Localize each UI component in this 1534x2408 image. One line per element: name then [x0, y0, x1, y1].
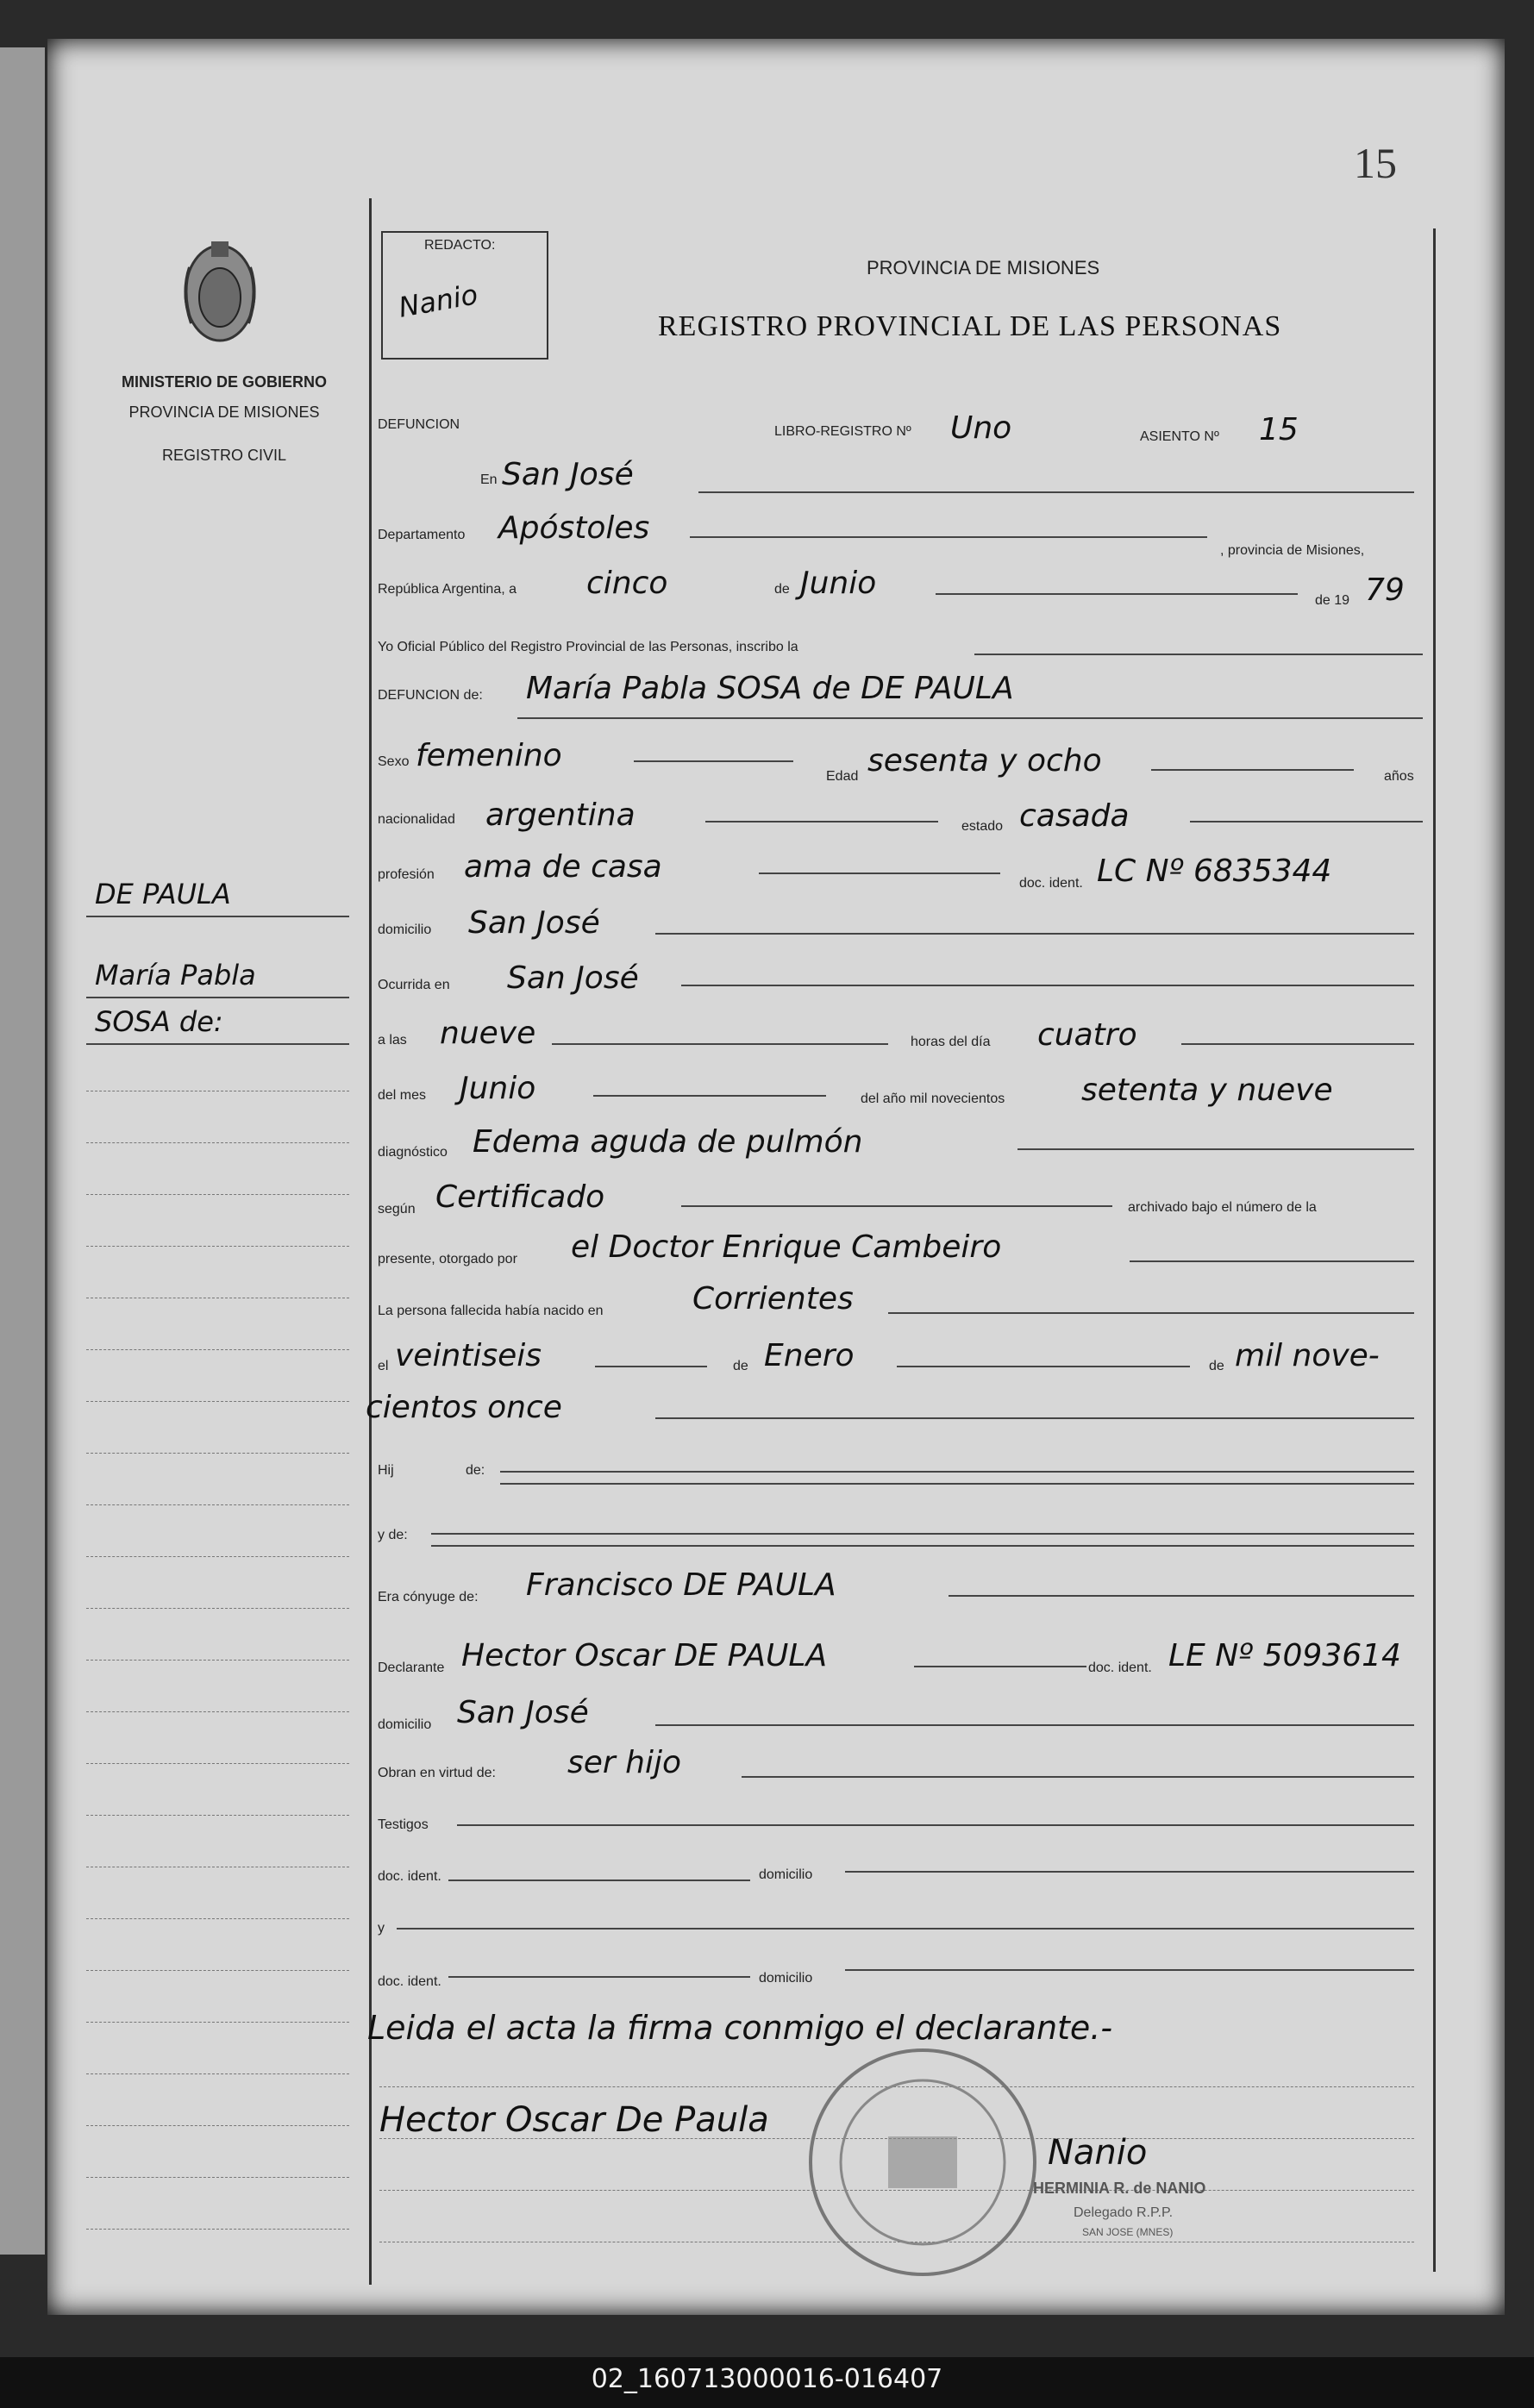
- ocurrida-label: Ocurrida en: [378, 978, 450, 992]
- left-margin-line: [369, 198, 372, 2285]
- en-label: En: [480, 472, 498, 487]
- sexo-label: Sexo: [378, 754, 410, 769]
- nacionalidad-value: argentina: [485, 797, 636, 833]
- horas-label: horas del día: [911, 1035, 991, 1049]
- nac-dia-value: veintiseis: [395, 1338, 542, 1373]
- fill-line: [705, 821, 938, 822]
- anio-value: 79: [1365, 572, 1405, 608]
- right-margin-line: [1433, 228, 1436, 2272]
- provincia-suffix: , provincia de Misiones,: [1220, 543, 1365, 558]
- official-signature: Nanio: [1048, 2133, 1148, 2173]
- fill-line: [681, 1205, 1112, 1207]
- official-seal: [802, 2042, 1043, 2283]
- t-doc-label: doc. ident.: [378, 1869, 441, 1884]
- ministry-label: MINISTERIO DE GOBIERNO: [121, 373, 328, 391]
- hij-de-label: de:: [466, 1463, 485, 1478]
- el-label: el: [378, 1359, 389, 1373]
- fill-line: [845, 1871, 1414, 1873]
- de19-label: de 19: [1315, 593, 1350, 608]
- margin-note-name: María Pabla: [95, 959, 256, 991]
- nac-anio-value: mil nove-: [1235, 1338, 1380, 1373]
- anio2-value: setenta y nueve: [1081, 1073, 1333, 1108]
- profesion-value: ama de casa: [464, 849, 662, 885]
- mes2-value: Junio: [460, 1071, 536, 1106]
- y-label: y: [378, 1921, 385, 1936]
- fill-line: [500, 1471, 1414, 1473]
- delmes-label: del mes: [378, 1088, 427, 1103]
- margin-note-sosa: SOSA de:: [95, 1005, 223, 1038]
- fill-line: [914, 1666, 1086, 1667]
- margin-rule: [86, 1763, 349, 1764]
- deceased-name: María Pabla SOSA de DE PAULA: [526, 671, 1014, 706]
- margin-rule: [86, 1453, 349, 1454]
- margin-rule: [86, 1608, 349, 1609]
- margin-rule: [86, 1043, 349, 1045]
- fill-line: [655, 933, 1414, 935]
- margin-rule: [86, 2022, 349, 2023]
- fill-line: [1017, 1148, 1414, 1150]
- fill-line: [936, 593, 1298, 595]
- margin-rule: [86, 1504, 349, 1505]
- t2-dom-label: domicilio: [759, 1971, 813, 1986]
- obran-label: Obran en virtud de:: [378, 1766, 496, 1780]
- fill-line: [634, 760, 793, 762]
- decl-doc-value: LE Nº 5093614: [1168, 1638, 1401, 1673]
- margin-rule: [86, 1142, 349, 1143]
- presente-value: el Doctor Enrique Cambeiro: [571, 1229, 1002, 1265]
- defuncion-heading: DEFUNCION: [378, 417, 460, 432]
- dia2-value: cuatro: [1037, 1017, 1137, 1053]
- fill-line: [897, 1366, 1190, 1367]
- province-heading: PROVINCIA DE MISIONES: [867, 257, 1100, 278]
- horas-value: nueve: [440, 1016, 536, 1051]
- diagnostico-value: Edema aguda de pulmón: [473, 1124, 863, 1160]
- segun-value: Certificado: [435, 1179, 605, 1215]
- testigos-label: Testigos: [378, 1817, 429, 1832]
- asiento-label: ASIENTO Nº: [1140, 429, 1219, 444]
- fill-line: [759, 873, 1000, 874]
- fill-line: [1181, 1043, 1414, 1045]
- fill-line: [552, 1043, 888, 1045]
- doc-value: LC Nº 6835344: [1097, 854, 1332, 889]
- declarante-value: Hector Oscar DE PAULA: [461, 1638, 828, 1673]
- fill-line: [517, 717, 1423, 719]
- edad-value: sesenta y ocho: [867, 743, 1102, 779]
- libro-value: Uno: [950, 410, 1012, 446]
- sexo-value: femenino: [416, 738, 562, 773]
- mes-value: Junio: [800, 566, 877, 601]
- conyuge-label: Era cónyuge de:: [378, 1590, 479, 1604]
- margin-rule: [86, 1401, 349, 1402]
- fill-line: [397, 1928, 1414, 1930]
- province-label: PROVINCIA DE MISIONES: [128, 403, 320, 421]
- margin-rule: [86, 916, 349, 917]
- domicilio-value: San José: [468, 905, 600, 941]
- fill-line: [845, 1969, 1414, 1971]
- asiento-value: 15: [1259, 412, 1299, 447]
- libro-label: LIBRO-REGISTRO Nº: [774, 424, 911, 439]
- presente-label: presente, otorgado por: [378, 1252, 517, 1267]
- fill-line: [431, 1533, 1414, 1535]
- margin-rule: [86, 1556, 349, 1557]
- nac-de-label: de: [733, 1359, 748, 1373]
- edad-label: Edad: [826, 769, 859, 784]
- fill-line: [1151, 769, 1354, 771]
- fill-line: [742, 1776, 1414, 1778]
- declarante-label: Declarante: [378, 1661, 445, 1675]
- fill-line: [690, 536, 1207, 538]
- nac-de2-label: de: [1209, 1359, 1224, 1373]
- left-page-edge: [0, 47, 45, 2255]
- margin-rule: [86, 1660, 349, 1661]
- margin-rule: [86, 1349, 349, 1350]
- official-stamp-title: Delegado R.P.P.: [1074, 2205, 1174, 2220]
- estado-value: casada: [1019, 798, 1130, 834]
- departamento-label: Departamento: [378, 528, 466, 542]
- anio-label: del año mil novecientos: [861, 1091, 1005, 1106]
- hij-label: Hij: [378, 1463, 394, 1478]
- estado-label: estado: [961, 819, 1004, 834]
- fill-line: [974, 654, 1423, 655]
- decl-dom-label: domicilio: [378, 1717, 432, 1732]
- domicilio-label: domicilio: [378, 923, 432, 937]
- closing-statement: Leida el acta la firma conmigo el declarante.-: [367, 2009, 1113, 2047]
- fill-line: [655, 1724, 1414, 1726]
- oficial-text: Yo Oficial Público del Registro Provincial de las Personas, inscribo la: [378, 640, 798, 654]
- dia-value: cinco: [586, 566, 668, 601]
- redacto-label: REDACTO:: [424, 238, 496, 253]
- fill-line: [448, 1879, 750, 1881]
- registry-label: REGISTRO CIVIL: [161, 447, 287, 464]
- fill-line: [457, 1824, 1414, 1826]
- fill-line: [593, 1095, 826, 1097]
- departamento-value: Apóstoles: [498, 510, 650, 546]
- yde-label: y de:: [378, 1528, 408, 1542]
- margin-rule: [86, 1194, 349, 1195]
- fill-line: [500, 1483, 1414, 1485]
- nacido-label: La persona fallecida había nacido en: [378, 1304, 604, 1318]
- margin-rule: [86, 2125, 349, 2126]
- margin-rule: [86, 1815, 349, 1816]
- file-caption: 02_160713000016-016407: [591, 2364, 943, 2394]
- decl-dom-value: San José: [457, 1695, 589, 1730]
- redacto-value: Nanio: [396, 278, 480, 324]
- nacionalidad-label: nacionalidad: [378, 812, 455, 827]
- profesion-label: profesión: [378, 867, 435, 882]
- fill-line: [681, 985, 1414, 986]
- margin-rule: [86, 1246, 349, 1247]
- coat-of-arms-emblem: [172, 233, 267, 353]
- margin-rule: [86, 1918, 349, 1919]
- decl-doc-label: doc. ident.: [1088, 1661, 1152, 1675]
- nac-mes-value: Enero: [764, 1338, 855, 1373]
- margin-note-surname: DE PAULA: [95, 878, 231, 910]
- fill-line: [595, 1366, 707, 1367]
- fill-line: [1190, 821, 1423, 822]
- fill-line: [949, 1595, 1414, 1597]
- segun-label: según: [378, 1202, 416, 1217]
- margin-rule: [86, 2073, 349, 2074]
- t2-doc-label: doc. ident.: [378, 1974, 441, 1989]
- margin-rule: [86, 1970, 349, 1971]
- nacido-value: Corrientes: [692, 1281, 854, 1317]
- en-value: San José: [502, 457, 634, 492]
- declarant-signature: Hector Oscar De Paula: [379, 2100, 769, 2140]
- alas-label: a las: [378, 1033, 407, 1048]
- defuncion-de-label: DEFUNCION de:: [378, 688, 483, 703]
- fill-line: [448, 1976, 750, 1978]
- margin-rule: [86, 2229, 349, 2230]
- archivado-label: archivado bajo el número de la: [1128, 1200, 1317, 1215]
- fill-line: [698, 491, 1414, 493]
- diagnostico-label: diagnóstico: [378, 1145, 448, 1160]
- fill-line: [655, 1417, 1414, 1419]
- margin-rule: [86, 1711, 349, 1712]
- registry-title: REGISTRO PROVINCIAL DE LAS PERSONAS: [658, 310, 1282, 342]
- page-number: 15: [1354, 139, 1397, 187]
- nac-anio2-value: cientos once: [366, 1390, 562, 1425]
- republica-label: República Argentina, a: [378, 582, 517, 597]
- official-stamp-place: SAN JOSE (MNES): [1082, 2226, 1174, 2238]
- t-dom-label: domicilio: [759, 1867, 813, 1882]
- conyuge-value: Francisco DE PAULA: [526, 1567, 836, 1603]
- margin-rule: [86, 997, 349, 998]
- de-label: de: [774, 582, 790, 597]
- fill-line: [888, 1312, 1414, 1314]
- anos-label: años: [1384, 769, 1414, 784]
- ocurrida-value: San José: [507, 960, 639, 996]
- obran-value: ser hijo: [567, 1745, 681, 1780]
- doc-label: doc. ident.: [1019, 876, 1083, 891]
- official-stamp-name: HERMINIA R. de NANIO: [1033, 2180, 1206, 2197]
- margin-rule: [86, 2177, 349, 2178]
- fill-line: [1130, 1260, 1414, 1262]
- fill-line: [431, 1545, 1414, 1547]
